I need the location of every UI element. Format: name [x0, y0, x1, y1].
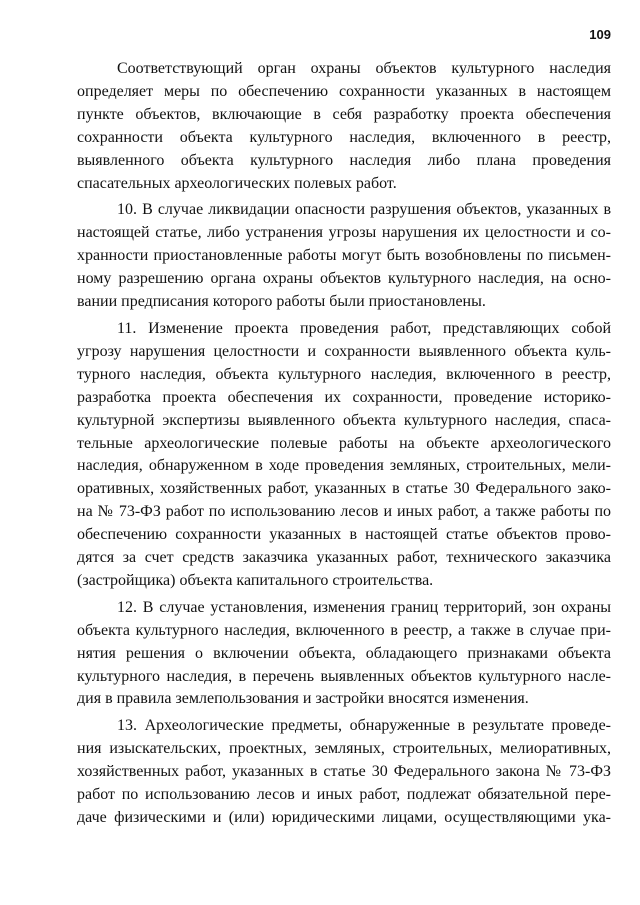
text-line: даче физическими и (или) юридическими лицами, осуществляющими ука- [77, 809, 611, 826]
text-line: обеспечению сохранности указанных в настоящей статье объектов прово- [77, 526, 611, 544]
page-number: 109 [589, 27, 611, 42]
paragraph-5 [77, 715, 611, 830]
text-line: турного наследия, объекта культурного наследия, включенного в реестр, [77, 365, 611, 383]
text-line: разработка проекта обеспечения их сохранности, проведение историко- [77, 388, 611, 406]
text-line: спасательных археологических полевых работ. [77, 174, 397, 192]
text-line: наследия, обнаруженном в ходе проведения земляных, строительных, мели- [77, 457, 611, 475]
text-line: работ по использованию лесов и иных работ, подлежат обязательной пере- [77, 786, 611, 804]
text-line: нятия решения о включении объекта, обладающего признаками объекта [77, 644, 611, 662]
text-line: дия в правила землепользования и застройки вносятся изменения. [77, 690, 529, 708]
text-line: дятся за счет средств заказчика указанных работ, технического заказчика [77, 549, 611, 567]
text-line: 11. Изменение проекта проведения работ, представляющих собой [117, 319, 611, 337]
text-line: хозяйственных работ, указанных в статье 30 Федерального закона № 73-ФЗ [77, 763, 611, 781]
document-body [77, 58, 611, 830]
paragraph-3 [77, 318, 611, 593]
text-line: на № 73-ФЗ работ по использованию лесов и иных работ, а также работы по [77, 503, 611, 521]
text-line: культурной экспертизы выявленного объекта культурного наследия, спаса- [77, 411, 611, 429]
text-line: культурного наследия, в перечень выявленных объектов культурного насле- [77, 667, 611, 685]
paragraph-1 [77, 58, 611, 195]
text-line: вании предписания которого работы были приостановлены. [77, 293, 486, 311]
text-line: ния изыскательских, проектных, земляных, строительных, мелиоративных, [77, 740, 611, 758]
text-line: 13. Археологические предметы, обнаруженные в результате проведе- [117, 717, 611, 735]
text-line: тельные археологические полевые работы на объекте археологического [77, 434, 611, 452]
text-line: хранности приостановленные работы могут быть возобновлены по письмен- [77, 247, 611, 265]
text-line: (застройщика) объекта капитального строительства. [77, 571, 434, 589]
text-line: Соответствующий орган охраны объектов культурного наследия [117, 60, 611, 77]
text-line: ному разрешению органа охраны объектов культурного наследия, на осно- [77, 270, 611, 288]
text-line: настоящей статье, либо устранения угрозы нарушения их целостности и со- [77, 224, 611, 242]
text-line: угрозу нарушения целостности и сохранности выявленного объекта куль- [77, 342, 611, 360]
paragraph-2 [77, 199, 611, 314]
text-line: сохранности объекта культурного наследия, включенного в реестр, [77, 128, 611, 146]
text-line: оративных, хозяйственных работ, указанных в статье 30 Федерального зако- [77, 480, 611, 498]
text-line: 12. В случае установления, изменения границ территорий, зон охраны [117, 598, 611, 616]
text-line: выявленного объекта культурного наследия либо плана проведения [77, 151, 611, 169]
text-line: 10. В случае ликвидации опасности разрушения объектов, указанных в [117, 201, 611, 219]
text-line: определяет меры по обеспечению сохранности указанных в настоящем [77, 82, 611, 100]
text-line: пункте объектов, включающие в себя разработку проекта обеспечения [77, 105, 611, 123]
paragraph-4 [77, 597, 611, 712]
text-line: объекта культурного наследия, включенного в реестр, а также в случае при- [77, 621, 611, 639]
